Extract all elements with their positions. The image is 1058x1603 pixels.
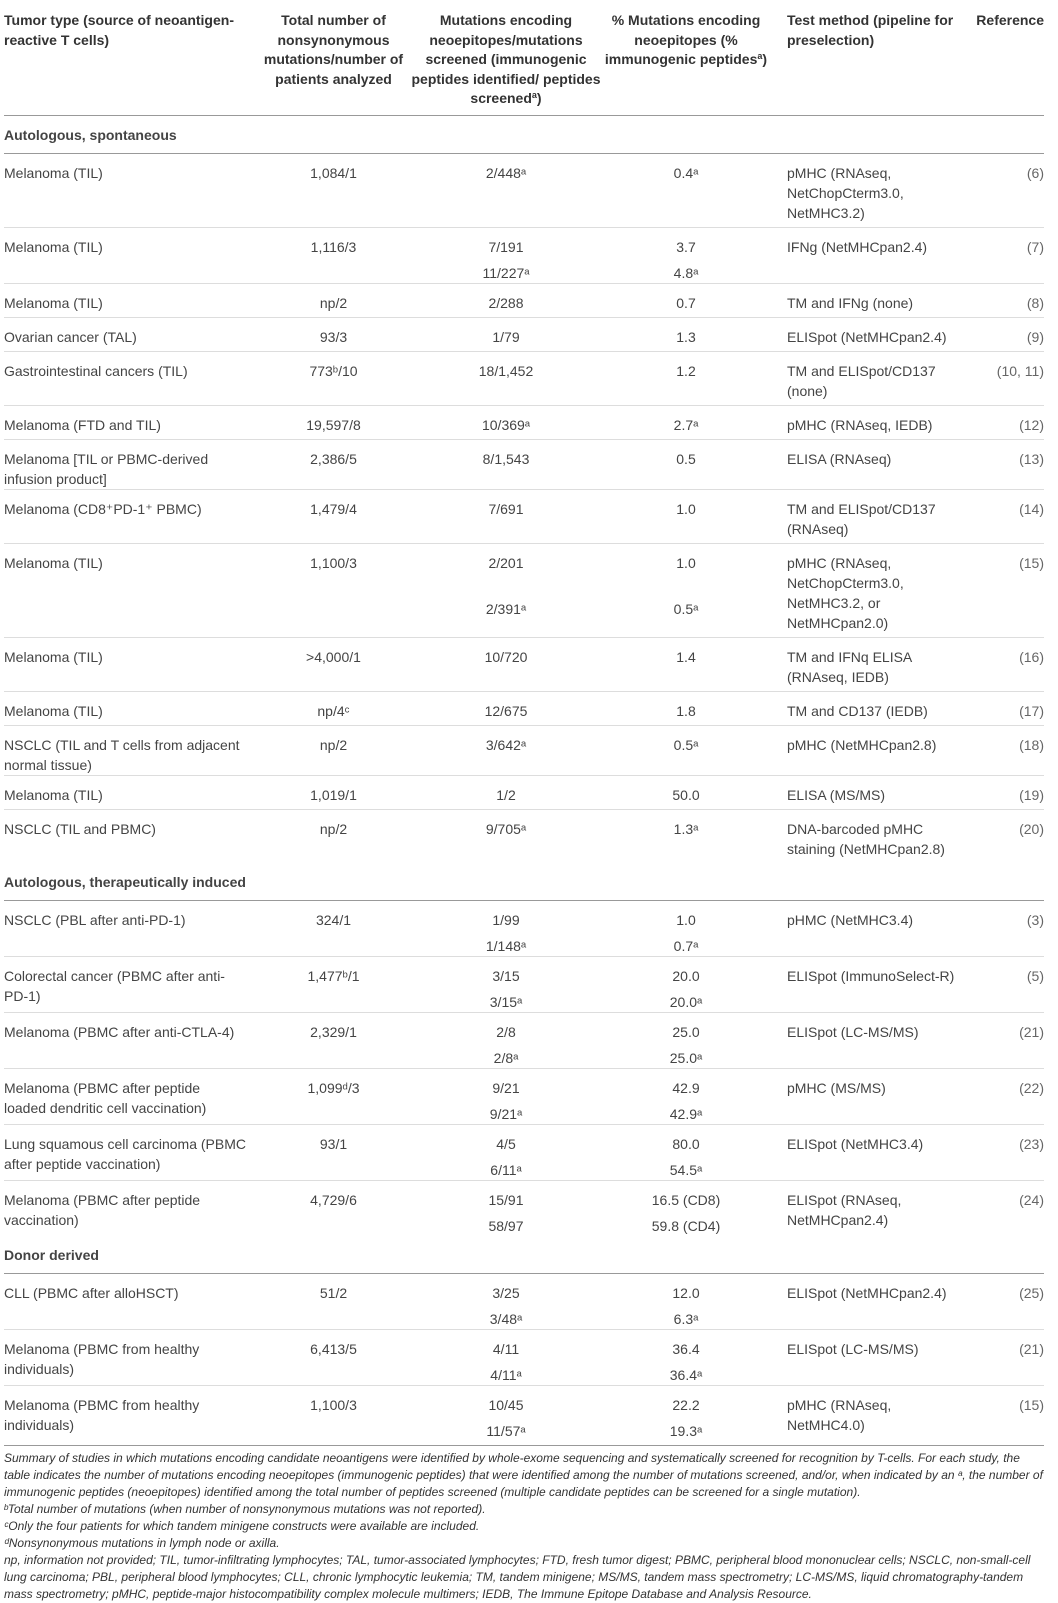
percent-mutations-cell: 0.5ᵃ bbox=[673, 600, 699, 617]
reference-cell: (14) bbox=[956, 489, 1044, 543]
test-method-cell: pMHC (RNAseq, NetChopCterm3.0, NetMHC3.2) bbox=[787, 164, 904, 221]
test-method-cell: ELISpot (LC-MS/MS) bbox=[771, 1329, 956, 1385]
table-row bbox=[4, 1385, 1044, 1415]
test-method-cell: ELISpot (NetMHCpan2.4) bbox=[771, 317, 956, 351]
reference-cell: (20) bbox=[956, 809, 1044, 863]
footnote: np, information not provided; TIL, tumor-infiltrating lymphocytes; TAL, tumor-associated lymphocytes; FTD, fresh tumor digest; PBMC, peripheral blood mononuclear cells; NSCLC, non-small-cell lung carcinoma; PBL, peripheral blood lymphocytes; CLL, chronic lymphocytic leukemia; TM, tandem minigene; MS/MS, tandem mass spectrometry; LC-MS/MS, liquid chromatography-tandem mass spectrometry; pMHC, peptide-major histocompatibility complex molecule multimers; IEDB, The Immune Epitope Database and Analysis Resource. bbox=[4, 1552, 1031, 1601]
reference-cell: (13) bbox=[956, 439, 1044, 489]
mutations-neoepitopes-cell: 9/21ᵃ bbox=[489, 1105, 523, 1122]
mutations-neoepitopes-cell: 3/48ᵃ bbox=[489, 1310, 523, 1327]
mutations-neoepitopes-cell: 11/227ᵃ bbox=[482, 264, 530, 281]
test-method-cell: DNA-barcoded pMHC staining (NetMHCpan2.8) bbox=[771, 809, 956, 863]
mutations-neoepitopes-cell: 58/97 bbox=[488, 1217, 524, 1234]
table-row bbox=[4, 691, 1044, 725]
percent-mutations-cell: 19.3ᵃ bbox=[669, 1422, 703, 1439]
mutations-neoepitopes-cell: 2/288 bbox=[411, 283, 601, 317]
mutations-neoepitopes-cell: 12/675 bbox=[411, 691, 601, 725]
test-method-cell: TM and ELISpot/CD137 (none) bbox=[771, 351, 956, 405]
section-header-row bbox=[4, 1236, 1044, 1274]
percent-mutations-cell: 1.4 bbox=[601, 637, 771, 691]
total-mutations-cell: 2,329/1 bbox=[256, 1012, 411, 1068]
mutations-neoepitopes-cell: 11/57ᵃ bbox=[486, 1422, 526, 1439]
reference-cell: (23) bbox=[956, 1124, 1044, 1180]
mutations-neoepitopes-cell: 2/391ᵃ bbox=[485, 600, 527, 617]
tumor-type-cell: Melanoma (TIL) bbox=[4, 637, 256, 691]
total-mutations-cell: 93/1 bbox=[256, 1124, 411, 1180]
tumor-type-cell: NSCLC (PBL after anti-PD-1) bbox=[4, 911, 186, 928]
header-mutations-neoepitopes: Mutations encoding neoepitopes/mutations screened (immunogenic peptides identified/ peptides screened$^a$) bbox=[411, 12, 601, 106]
mutations-neoepitopes-cell: 1/148ᵃ bbox=[485, 937, 527, 954]
tumor-type-cell: CLL (PBMC after alloHSCT) bbox=[4, 1284, 179, 1301]
test-method-cell: ELISpot (RNAseq, NetMHCpan2.4) bbox=[771, 1180, 956, 1236]
total-mutations-cell: 93/3 bbox=[256, 317, 411, 351]
table-row bbox=[4, 317, 1044, 351]
mutations-neoepitopes-cell: 7/691 bbox=[411, 489, 601, 543]
table-row bbox=[4, 956, 1044, 986]
neoantigen-studies-table bbox=[4, 0, 1044, 1441]
percent-mutations-cell: 42.9ᵃ bbox=[669, 1105, 703, 1122]
tumor-type-cell: Melanoma (PBMC from healthy individuals) bbox=[4, 1385, 256, 1441]
table-row bbox=[4, 809, 1044, 863]
total-mutations-cell: np/2 bbox=[256, 725, 411, 775]
tumor-type-cell: Melanoma (TIL) bbox=[4, 227, 256, 283]
percent-mutations-cell: 20.0 bbox=[601, 956, 771, 986]
test-method-cell: TM and CD137 (IEDB) bbox=[771, 691, 956, 725]
reference-cell: (8) bbox=[956, 283, 1044, 317]
mutations-neoepitopes-cell: 9/21 bbox=[411, 1068, 601, 1098]
mutations-neoepitopes-cell: 9/705ᵃ bbox=[411, 809, 601, 863]
table-row bbox=[4, 1180, 1044, 1210]
mutations-neoepitopes-cell: 15/91 bbox=[411, 1180, 601, 1210]
reference-cell: (25) bbox=[1019, 1284, 1044, 1301]
table-row bbox=[4, 725, 1044, 775]
reference-cell: (21) bbox=[956, 1329, 1044, 1385]
footnote: ᶜOnly the four patients for which tandem minigene constructs were available are included. bbox=[4, 1518, 480, 1533]
total-mutations-cell: 6,413/5 bbox=[256, 1329, 411, 1385]
total-mutations-cell: np/4ᶜ bbox=[256, 691, 411, 725]
reference-cell: (5) bbox=[956, 956, 1044, 1012]
mutations-neoepitopes-cell: 2/201 bbox=[411, 543, 601, 593]
section-header-row bbox=[4, 115, 1044, 153]
test-method-cell: pMHC (RNAseq, NetChopCterm3.0, NetMHC3.2, or NetMHCpan2.0) bbox=[771, 543, 956, 637]
tumor-type-cell: Melanoma (PBMC after anti-CTLA-4) bbox=[4, 1012, 256, 1068]
percent-mutations-cell: 4.8ᵃ bbox=[673, 264, 699, 281]
mutations-neoepitopes-cell: 3/15 bbox=[411, 956, 601, 986]
percent-mutations-cell: 1.8 bbox=[601, 691, 771, 725]
total-mutations-cell: 324/1 bbox=[315, 911, 352, 928]
table-row bbox=[4, 1068, 1044, 1098]
section-title: Autologous, spontaneous bbox=[4, 115, 1044, 153]
reference-cell: (22) bbox=[956, 1068, 1044, 1124]
test-method-cell: pMHC (RNAseq, IEDB) bbox=[771, 405, 956, 439]
mutations-neoepitopes-cell: 4/5 bbox=[411, 1124, 601, 1154]
test-method-cell: TM and IFNq ELISA (RNAseq, IEDB) bbox=[771, 637, 956, 691]
mutations-neoepitopes-cell: 6/11ᵃ bbox=[490, 1161, 522, 1178]
percent-mutations-cell: 1.2 bbox=[601, 351, 771, 405]
percent-mutations-cell: 36.4ᵃ bbox=[669, 1366, 703, 1383]
table-row bbox=[4, 637, 1044, 691]
table-row bbox=[4, 900, 1044, 930]
table-row bbox=[4, 405, 1044, 439]
mutations-neoepitopes-cell: 10/720 bbox=[411, 637, 601, 691]
reference-cell: (12) bbox=[956, 405, 1044, 439]
reference-cell: (21) bbox=[956, 1012, 1044, 1068]
section-title: Donor derived bbox=[4, 1236, 1044, 1274]
percent-mutations-cell: 1.0 bbox=[601, 543, 771, 593]
tumor-type-cell: Melanoma (PBMC after peptide vaccination) bbox=[4, 1180, 256, 1236]
test-method-cell: pMHC (RNAseq, NetMHC4.0) bbox=[771, 1385, 956, 1441]
tumor-type-cell: Gastrointestinal cancers (TIL) bbox=[4, 351, 256, 405]
table-row bbox=[4, 1273, 1044, 1303]
percent-mutations-cell: 59.8 (CD4) bbox=[651, 1217, 721, 1234]
total-mutations-cell: 2,386/5 bbox=[256, 439, 411, 489]
section-header-row bbox=[4, 863, 1044, 901]
table-row bbox=[4, 1329, 1044, 1359]
total-mutations-cell: 1,116/3 bbox=[256, 227, 411, 283]
table-row bbox=[4, 439, 1044, 489]
test-method-cell: pHMC (NetMHC3.4) bbox=[787, 911, 914, 928]
tumor-type-cell: Melanoma [TIL or PBMC-derived infusion product] bbox=[4, 439, 256, 489]
tumor-type-cell: Melanoma (TIL) bbox=[4, 164, 103, 181]
reference-cell: (7) bbox=[956, 227, 1044, 283]
percent-mutations-cell: 20.0ᵃ bbox=[669, 993, 703, 1010]
footnote: Summary of studies in which mutations encoding candidate neoantigens were identified by whole-exome sequencing and systematically screened for recognition by T-cells. For each study, the table indicates the number of mutations encoding neoepitopes (immunogenic peptides) that were identified among the number of mutations screened, and/or, when indicated by an ᵃ, the number of immunogenic peptides (neoepitopes) identified among the total number of peptides screened (multiple candidate peptides can be screened for a single mutation). bbox=[4, 1450, 1043, 1499]
percent-mutations-cell: 54.5ᵃ bbox=[669, 1161, 703, 1178]
test-method-cell: ELISpot (NetMHC3.4) bbox=[771, 1124, 956, 1180]
header-total-mutations: Total number of nonsynonymous mutations/number of patients analyzed bbox=[263, 12, 404, 87]
total-mutations-cell: 1,099ᵈ/3 bbox=[256, 1068, 411, 1124]
tumor-type-cell: NSCLC (TIL and PBMC) bbox=[4, 809, 256, 863]
test-method-cell: ELISA (RNAseq) bbox=[771, 439, 956, 489]
table-header bbox=[4, 0, 1044, 115]
percent-mutations-cell: 50.0 bbox=[601, 775, 771, 809]
table-row bbox=[4, 227, 1044, 257]
tumor-type-cell: Colorectal cancer (PBMC after anti-PD-1) bbox=[4, 956, 256, 1012]
mutations-neoepitopes-cell: 1/2 bbox=[411, 775, 601, 809]
mutations-neoepitopes-cell: 18/1,452 bbox=[411, 351, 601, 405]
tumor-type-cell: Melanoma (TIL) bbox=[4, 283, 256, 317]
table-row bbox=[4, 1012, 1044, 1042]
percent-mutations-cell: 0.5ᵃ bbox=[601, 725, 771, 775]
table-row bbox=[4, 489, 1044, 543]
test-method-cell: pMHC (MS/MS) bbox=[771, 1068, 956, 1124]
percent-mutations-cell: 12.0 bbox=[672, 1284, 700, 1301]
tumor-type-cell: Melanoma (CD8⁺PD-1⁺ PBMC) bbox=[4, 489, 256, 543]
total-mutations-cell: 19,597/8 bbox=[256, 405, 411, 439]
percent-mutations-cell: 1.0 bbox=[676, 911, 696, 928]
table-body bbox=[4, 115, 1044, 1441]
reference-cell: (18) bbox=[956, 725, 1044, 775]
table-row bbox=[4, 1124, 1044, 1154]
reference-cell: (15) bbox=[956, 1385, 1044, 1441]
percent-mutations-cell: 6.3ᵃ bbox=[673, 1310, 699, 1327]
header-tumor-type: Tumor type (source of neoantigen-reactive T cells) bbox=[4, 12, 234, 48]
mutations-neoepitopes-cell: 10/369ᵃ bbox=[411, 405, 601, 439]
total-mutations-cell: 51/2 bbox=[319, 1284, 348, 1301]
test-method-cell: ELISpot (NetMHCpan2.4) bbox=[787, 1284, 947, 1301]
total-mutations-cell: 1,084/1 bbox=[310, 164, 357, 181]
mutations-neoepitopes-cell: 2/8 bbox=[411, 1012, 601, 1042]
header-reference: Reference bbox=[976, 12, 1044, 28]
mutations-neoepitopes-cell: 3/642ᵃ bbox=[411, 725, 601, 775]
header-percent-mutations: % Mutations encoding neoepitopes (% immunogenic peptides$^a$) bbox=[604, 12, 768, 67]
tumor-type-cell: Ovarian cancer (TAL) bbox=[4, 317, 256, 351]
footnote: ᵈNonsynonymous mutations in lymph node or axilla. bbox=[4, 1535, 280, 1550]
percent-mutations-cell: 80.0 bbox=[601, 1124, 771, 1154]
total-mutations-cell: 1,100/3 bbox=[256, 1385, 411, 1441]
total-mutations-cell: 4,729/6 bbox=[256, 1180, 411, 1236]
tumor-type-cell: Melanoma (TIL) bbox=[4, 775, 256, 809]
tumor-type-cell: Melanoma (PBMC after peptide loaded dendritic cell vaccination) bbox=[4, 1068, 256, 1124]
test-method-cell: pMHC (NetMHCpan2.8) bbox=[771, 725, 956, 775]
test-method-cell: ELISpot (LC-MS/MS) bbox=[771, 1012, 956, 1068]
mutations-neoepitopes-cell: 7/191 bbox=[411, 227, 601, 257]
mutations-neoepitopes-cell: 8/1,543 bbox=[411, 439, 601, 489]
percent-mutations-cell: 25.0 bbox=[601, 1012, 771, 1042]
test-method-cell: IFNg (NetMHCpan2.4) bbox=[771, 227, 956, 283]
percent-mutations-cell: 42.9 bbox=[601, 1068, 771, 1098]
test-method-cell: ELISpot (ImmunoSelect-R) bbox=[771, 956, 956, 1012]
reference-cell: (19) bbox=[956, 775, 1044, 809]
reference-cell: (17) bbox=[956, 691, 1044, 725]
test-method-cell: ELISA (MS/MS) bbox=[771, 775, 956, 809]
table-row bbox=[4, 351, 1044, 405]
mutations-neoepitopes-cell: 4/11 bbox=[411, 1329, 601, 1359]
mutations-neoepitopes-cell: 1/79 bbox=[411, 317, 601, 351]
mutations-neoepitopes-cell: 2/8ᵃ bbox=[493, 1049, 519, 1066]
tumor-type-cell: Melanoma (PBMC from healthy individuals) bbox=[4, 1329, 256, 1385]
tumor-type-cell: Lung squamous cell carcinoma (PBMC after peptide vaccination) bbox=[4, 1124, 256, 1180]
total-mutations-cell: 1,477ᵇ/1 bbox=[256, 956, 411, 1012]
mutations-neoepitopes-cell: 4/11ᵃ bbox=[490, 1366, 522, 1383]
percent-mutations-cell: 0.7ᵃ bbox=[673, 937, 699, 954]
total-mutations-cell: 773ᵇ/10 bbox=[256, 351, 411, 405]
percent-mutations-cell: 16.5 (CD8) bbox=[601, 1180, 771, 1210]
tumor-type-cell: NSCLC (TIL and T cells from adjacent normal tissue) bbox=[4, 725, 256, 775]
percent-mutations-cell: 2.7ᵃ bbox=[601, 405, 771, 439]
total-mutations-cell: 1,019/1 bbox=[256, 775, 411, 809]
percent-mutations-cell: 0.4ᵃ bbox=[673, 164, 699, 181]
table-row bbox=[4, 283, 1044, 317]
tumor-type-cell: Melanoma (TIL) bbox=[4, 543, 256, 637]
percent-mutations-cell: 0.7 bbox=[601, 283, 771, 317]
footnote: ᵇTotal number of mutations (when number of nonsynonymous mutations was not reported). bbox=[4, 1501, 486, 1516]
table-row bbox=[4, 153, 1044, 227]
reference-cell: (16) bbox=[956, 637, 1044, 691]
percent-mutations-cell: 25.0ᵃ bbox=[669, 1049, 703, 1066]
reference-cell: (9) bbox=[956, 317, 1044, 351]
reference-cell: (24) bbox=[956, 1180, 1044, 1236]
reference-cell: (15) bbox=[956, 543, 1044, 637]
mutations-neoepitopes-cell: 10/45 bbox=[411, 1385, 601, 1415]
total-mutations-cell: 1,100/3 bbox=[256, 543, 411, 637]
percent-mutations-cell: 1.0 bbox=[601, 489, 771, 543]
percent-mutations-cell: 22.2 bbox=[601, 1385, 771, 1415]
table-footnotes bbox=[4, 1445, 1044, 1603]
reference-cell: (6) bbox=[1026, 164, 1044, 181]
total-mutations-cell: np/2 bbox=[256, 283, 411, 317]
mutations-neoepitopes-cell: 2/448ᵃ bbox=[485, 164, 527, 181]
percent-mutations-cell: 1.3ᵃ bbox=[601, 809, 771, 863]
table-row bbox=[4, 543, 1044, 593]
total-mutations-cell: >4,000/1 bbox=[256, 637, 411, 691]
test-method-cell: TM and IFNg (none) bbox=[771, 283, 956, 317]
percent-mutations-cell: 3.7 bbox=[601, 227, 771, 257]
mutations-neoepitopes-cell: 3/25 bbox=[492, 1284, 520, 1301]
section-title: Autologous, therapeutically induced bbox=[4, 863, 1044, 901]
tumor-type-cell: Melanoma (FTD and TIL) bbox=[4, 405, 256, 439]
tumor-type-cell: Melanoma (TIL) bbox=[4, 691, 256, 725]
total-mutations-cell: np/2 bbox=[256, 809, 411, 863]
mutations-neoepitopes-cell: 1/99 bbox=[492, 911, 520, 928]
reference-cell: (3) bbox=[1026, 911, 1044, 928]
mutations-neoepitopes-cell: 3/15ᵃ bbox=[489, 993, 523, 1010]
table-row bbox=[4, 775, 1044, 809]
reference-cell: (10, 11) bbox=[956, 351, 1044, 405]
total-mutations-cell: 1,479/4 bbox=[256, 489, 411, 543]
percent-mutations-cell: 1.3 bbox=[601, 317, 771, 351]
percent-mutations-cell: 36.4 bbox=[601, 1329, 771, 1359]
test-method-cell: TM and ELISpot/CD137 (RNAseq) bbox=[771, 489, 956, 543]
header-test-method: Test method (pipeline for preselection) bbox=[787, 12, 954, 48]
percent-mutations-cell: 0.5 bbox=[601, 439, 771, 489]
